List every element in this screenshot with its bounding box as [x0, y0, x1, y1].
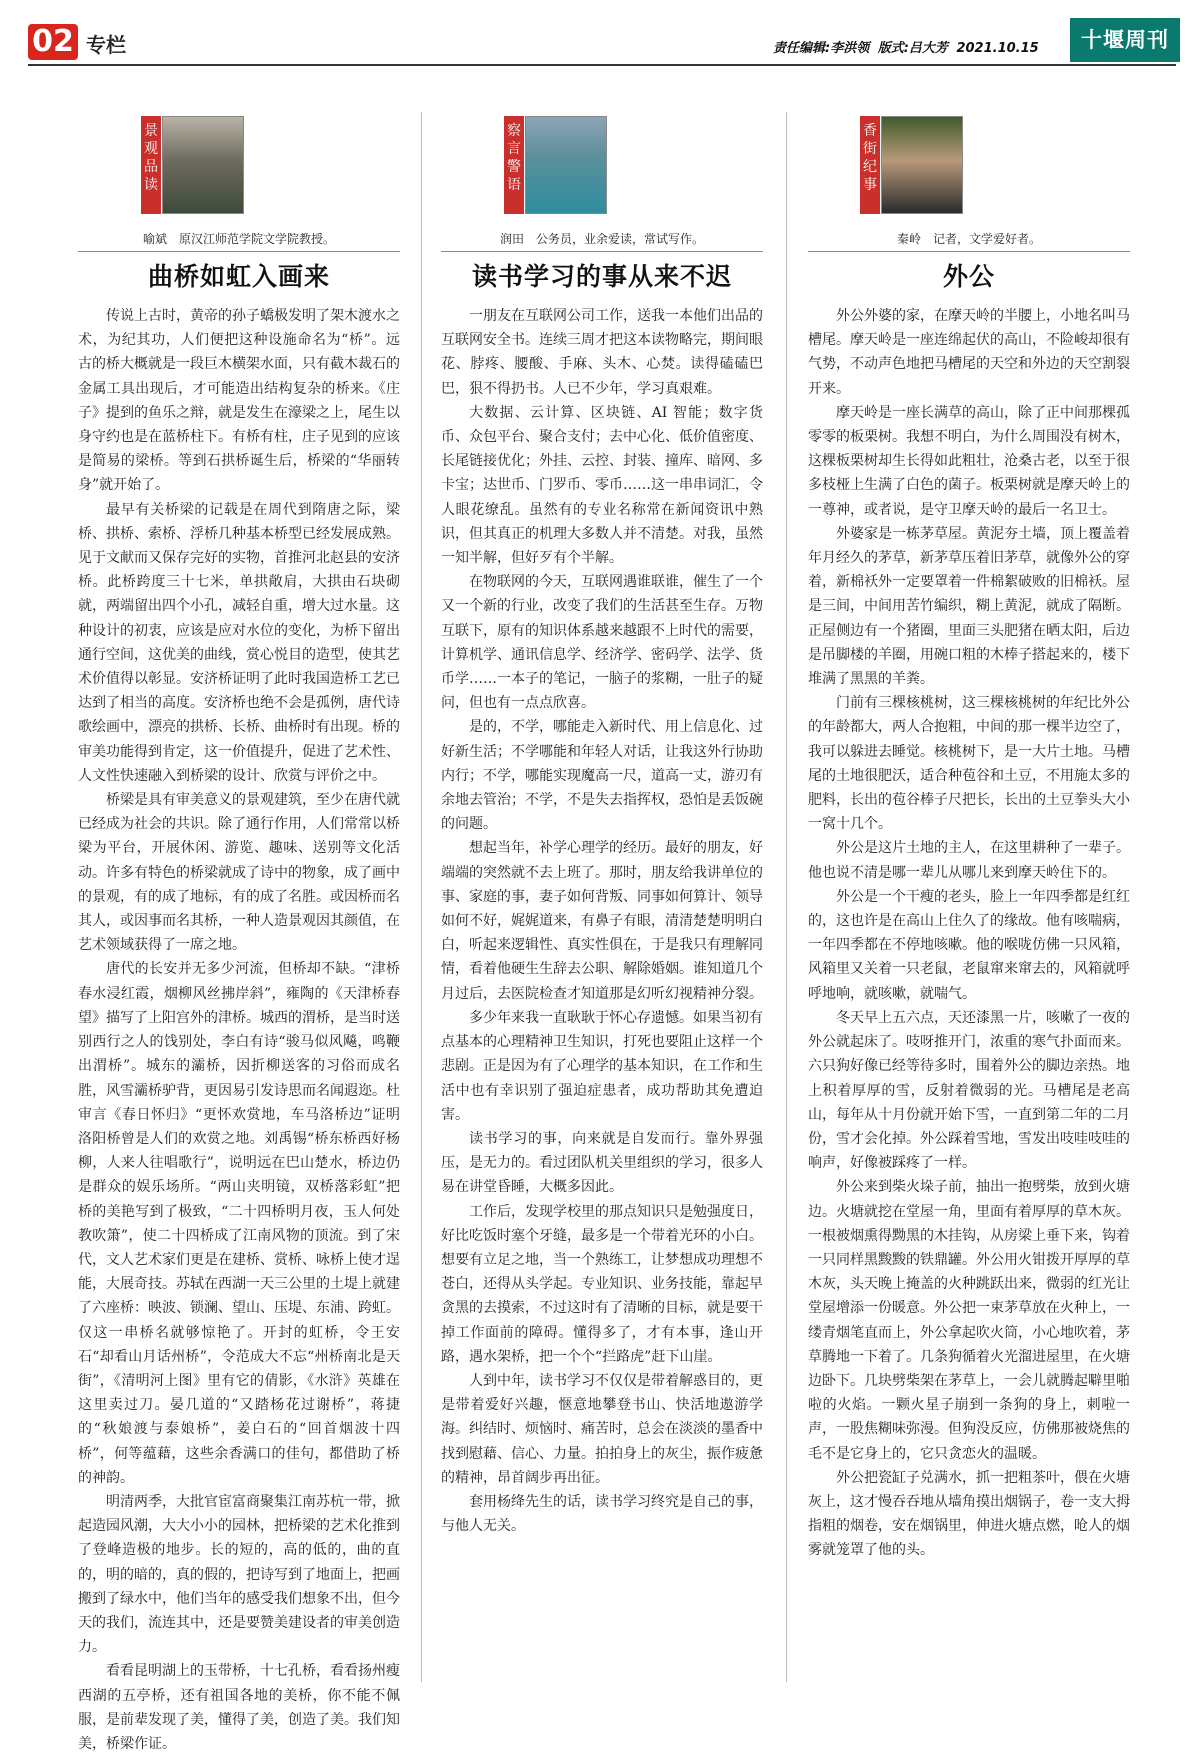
article-body [808, 304, 1130, 1563]
article-body [78, 304, 400, 1756]
article-2 [441, 104, 763, 1538]
issue-date: 2021.10.15 [956, 41, 1039, 56]
article-3 [808, 104, 1130, 1563]
paragraph: 门前有三棵核桃树，这三棵核桃树的年纪比外公的年龄都大，两人合抱粗，中间的那一棵半边空了，我可以躲进去睡觉。核桃树下，是一大片土地。马槽尾的土地很肥沃，适合种苞谷和土豆，不用施太多的肥料，长出的苞谷棒子尺把长，长出的土豆拳头大小一窝十几个。 [808, 695, 1130, 833]
column-divider [421, 112, 422, 1682]
author-block [441, 104, 763, 226]
editor-info [773, 40, 1043, 58]
paragraph: 是的，不学，哪能走入新时代、用上信息化、过好新生活；不学哪能和年轻人对话，让我这外行协助内行；不学，哪能实现魔高一尺，道高一丈，游刃有余地去管治；不学，不是失去指挥权，恐怕是丢饭碗的问题。 [441, 719, 763, 833]
column-tag: 香街纪事 [860, 116, 880, 214]
author-caption: 喻斌 原汉江师范学院文学院教授。 [78, 230, 400, 252]
author-block [78, 104, 400, 226]
author-photo [162, 116, 244, 214]
paragraph: 唐代的长安并无多少河流，但桥却不缺。“津桥春水浸红霞，烟柳风丝拂岸斜”，雍陶的《天津桥春望》描写了上阳宫外的津桥。城西的渭桥，是当时送别西行之人的饯别处，李白有诗“骏马似风飚，鸣鞭出渭桥”。城东的灞桥，因折柳送客的习俗而成名胜，风雪灞桥驴背，更因易引发诗思而名闻遐迩。杜审言《春日怀归》“更怀欢赏地，车马洛桥边”证明洛阳桥曾是人们的欢赏之地。刘禹锡“桥东桥西好杨柳，人来人往唱歌行”，说明远在巴山楚水，桥边仍是群众的娱乐场所。“两山夹明镜，双桥落彩虹”把桥的美艳写到了极致，“二十四桥明月夜，玉人何处教吹箫”，使二十四桥成了江南风物的顶流。到了宋代，文人艺术家们更是在建桥、赏桥、咏桥上使才逞能，大展奇技。苏轼在西湖一天三公里的土堤上就建了六座桥：映波、锁澜、望山、压堤、东浦、跨虹。仅这一串桥名就够惊艳了。开封的虹桥，令王安石“却看山月话州桥”，令范成大不忘“州桥南北是天街”，《清明河上图》里有它的倩影，《水浒》英雄在这里卖过刀。晏几道的“又踏杨花过谢桥”，蒋捷的“秋娘渡与泰娘桥”，姜白石的“回首烟波十四桥”，何等蕴藉，这些余香满口的佳句，都借助了桥的神韵。 [78, 961, 400, 1486]
paragraph: 明清两季，大批官宦富商聚集江南苏杭一带，掀起造园风潮，大大小小的园林，把桥梁的艺术化推到了登峰造极的地步。长的短的，高的低的，曲的直的，明的暗的，真的假的，把诗写到了地面上，把画搬到了绿水中，他们当年的感受我们想象不出，但今天的我们，流连其中，还是要赞美建设者的审美创造力。 [78, 1493, 400, 1656]
paragraph: 在物联网的今天，互联网遇谁联谁，催生了一个又一个新的行业，改变了我们的生活甚至生存。万物互联下，原有的知识体系越来越跟不上时代的需要，计算机学、通讯信息学、经济学、密码学、法学、货币学……一本子的笔记，一脑子的浆糊，一肚子的疑问，但也有一点点欣喜。 [441, 574, 763, 712]
column-divider [786, 112, 787, 1682]
article-title: 曲桥如虹入画来 [147, 262, 330, 291]
article-title: 读书学习的事从来不迟 [471, 262, 732, 291]
page-header [28, 18, 1176, 62]
paragraph: 外公外婆的家，在摩天岭的半腰上，小地名叫马槽尾。摩天岭是一座连绵起伏的高山，不险峻却很有气势，不动声色地把马槽尾的天空和外边的天空割裂开来。 [808, 308, 1130, 397]
paragraph: 人到中年，读书学习不仅仅是带着解惑目的，更是带着爱好兴趣，惬意地攀登书山、快活地遨游学海。纠结时、烦恼时、痛苦时，总会在淡淡的墨香中找到慰藉、信心、力量。拍拍身上的灰尘，振作疲惫的精神，昂首阔步再出征。 [441, 1372, 763, 1486]
paragraph: 想起当年，补学心理学的经历。最好的朋友，好端端的突然就不去上班了。那时，朋友给我讲单位的事、家庭的事，妻子如何背叛、同事如何算计、领导如何不好，娓娓道来，有鼻子有眼，清清楚楚明明白白，听起来逻辑性、真实性俱在，于是我只有理解同情，看着他硬生生辞去公职、解除婚姻。谁知道几个月过后，去医院检查才知道那是幻听幻视精神分裂。 [441, 840, 763, 1002]
author-block [808, 104, 1130, 226]
paragraph: 看看昆明湖上的玉带桥，十七孔桥，看看扬州瘦西湖的五亭桥，还有祖国各地的美桥，你不能不佩服，是前辈发现了美，懂得了美，创造了美。我们知美，桥梁作证。 [78, 1663, 400, 1752]
paragraph: 大数据、云计算、区块链、AI 智能；数字货币、众包平台、聚合支付；去中心化、低价值密度、长尾链接优化；外挂、云控、封装、撞库、暗网、多卡宝；达世币、门罗币、零币……这一串串词汇，令人眼花缭乱。虽然有的专业名称常在新闻资讯中熟识，但其真正的机理大多数人并不清楚。对我，虽然一知半解，但好歹有个半解。 [441, 404, 763, 567]
column-tag: 景观品读 [141, 116, 161, 214]
paragraph: 读书学习的事，向来就是自发而行。靠外界强压，是无力的。看过团队机关里组织的学习，很多人易在讲堂昏睡，大概多因此。 [441, 1130, 763, 1196]
page-number: 02 [28, 24, 78, 60]
editor-name: 责任编辑:李洪领 [773, 41, 870, 56]
article-body [441, 304, 763, 1538]
article-title: 外公 [942, 262, 995, 291]
paragraph: 外公把瓷缸子兑满水，抓一把粗茶叶，偎在火塘灰上，这才慢吞吞地从墙角摸出烟锅子，卷一支大拇指粗的烟卷，安在烟锅里，伸进火塘点燃，呛人的烟雾就笼罩了他的头。 [808, 1469, 1130, 1559]
paragraph: 外公来到柴火垛子前，抽出一抱劈柴，放到火塘边。火塘就挖在堂屋一角，里面有着厚厚的草木灰。一根被烟熏得黝黑的木挂钩，从房梁上垂下来，钩着一只同样黑黢黢的铁鼎罐。外公用火钳拨开厚厚的草木灰，头天晚上掩盖的火种跳跃出来，微弱的红光让堂屋增添一份暖意。外公把一束茅草放在火种上，一缕青烟笔直而上，外公拿起吹火筒，小心地吹着，茅草腾地一下着了。几条狗循着火光溜进屋里，在火塘边卧下。几块劈柴架在茅草上，一会儿就腾起噼里啪啦的火焰。一颗火星子崩到一条狗的身上，刺啦一声，一股焦糊味弥漫。但狗没反应，仿佛那被烧焦的毛不是它身上的，它只贪恋火的温暖。 [808, 1179, 1130, 1462]
author-caption: 润田 公务员，业余爱读，常试写作。 [441, 230, 763, 252]
paragraph: 冬天早上五六点，天还漆黑一片，咳嗽了一夜的外公就起床了。吱呀推开门，浓重的寒气扑面而来。六只狗好像已经等待多时，围着外公的脚边亲热。地上积着厚厚的雪，反射着微弱的光。马槽尾是老高山，每年从十月份就开始下雪，一直到第二年的二月份，雪才会化掉。外公踩着雪地，雪发出吱哇吱哇的响声，好像被踩疼了一样。 [808, 1009, 1130, 1172]
article-1 [78, 104, 400, 1756]
paragraph: 一朋友在互联网公司工作，送我一本他们出品的互联网安全书。连续三周才把这本读物略完，期间眼花、脖疼、腰酸、手麻、头木、心焚。读得磕磕巴巴，狠不得扔书。人已不少年，学习真艰难。 [441, 308, 763, 397]
layout-name: 版式:吕大芳 [877, 41, 948, 56]
paragraph: 摩天岭是一座长满草的高山，除了正中间那棵孤零零的板栗树。我想不明白，为什么周围没有树木，这棵板栗树却生长得如此粗壮，沧桑古老，以至于很多枝桠上生满了白色的菌子。板栗树就是摩天岭上的一尊神，或者说，是守卫摩天岭的最后一名卫士。 [808, 404, 1130, 518]
paragraph: 多少年来我一直耿耿于怀心存遗憾。如果当初有点基本的心理精神卫生知识，打死也要阻止这样一个悲剧。正是因为有了心理学的基本知识，在工作和生活中也有幸识别了强迫症患者，成功帮助其免遭迫害。 [441, 1009, 763, 1123]
paragraph: 最早有关桥梁的记载是在周代到隋唐之际，梁桥、拱桥、索桥、浮桥几种基本桥型已经发展成熟。见于文献而又保存完好的实物，首推河北赵县的安济桥。此桥跨度三十七米，单拱敞肩，大拱由石块砌就，两端留出四个小孔，减轻自重，增大过水量。这种设计的初衷，应该是应对水位的变化，为桥下留出通行空间，这优美的曲线，赏心悦目的造型，使其艺术价值得以彰显。安济桥证明了此时我国造桥工艺已达到了相当的高度。安济桥也绝不会是孤例，唐代诗歌绘画中，漂亮的拱桥、长桥、曲桥时有出现。桥的审美功能得到肯定，这一价值提升，促进了艺术性、人文性快速融入到桥梁的设计、欣赏与评价之中。 [78, 501, 400, 784]
column-tag: 察言警语 [504, 116, 524, 214]
paragraph: 桥梁是具有审美意义的景观建筑，至少在唐代就已经成为社会的共识。除了通行作用，人们常常以桥梁为平台，开展休闲、游览、趣味、送别等文化活动。许多有特色的桥梁就成了诗中的物象，成了画中的景观，有的成了地标，有的成了名胜。或因桥而名其人，或因事而名其桥，一种人造景观因其颜值，在艺术领域获得了一席之地。 [78, 792, 400, 954]
section-name: 专栏 [86, 33, 126, 57]
header-divider [28, 64, 1176, 66]
author-photo [881, 116, 963, 214]
author-caption: 秦岭 记者，文学爱好者。 [808, 230, 1130, 252]
paragraph: 传说上古时，黄帝的孙子蟜极发明了架木渡水之术，为纪其功，人们便把这种设施命名为“桥”。远古的桥大概就是一段巨木横架水面，只有截木裁石的金属工具出现后，才可能造出结构复杂的桥来。《庄子》提到的鱼乐之辩，就是发生在濠梁之上，尾生以身守约也是在蓝桥柱下。有桥有柱，庄子见到的应该是简易的梁桥。等到石拱桥诞生后，桥梁的“华丽转身”就开始了。 [78, 308, 400, 494]
paragraph: 工作后，发现学校里的那点知识只是勉强度日，好比吃饭时塞个牙缝，最多是一个带着光环的小白。想要有立足之地，当一个熟练工，让梦想成功理想不苍白，还得从头学起。专业知识、业务技能，靠起早贪黑的去摸索，不过这时有了清晰的目标，就是要干掉工作面前的障碍。懂得多了，才有本事，逢山开路，遇水架桥，把一个个“拦路虎”赶下山崖。 [441, 1203, 763, 1365]
paragraph: 套用杨绛先生的话，读书学习终究是自己的事，与他人无关。 [441, 1493, 763, 1535]
paragraph: 外公是这片土地的主人，在这里耕种了一辈子。他也说不清是哪一辈儿从哪儿来到摩天岭住下的。 [808, 840, 1130, 881]
author-photo [525, 116, 607, 214]
masthead-logo: 十堰周刊 [1070, 18, 1180, 62]
paragraph: 外公是一个干瘦的老头，脸上一年四季都是红红的，这也许是在高山上住久了的缘故。他有咳喘病，一年四季都在不停地咳嗽。他的喉咙仿佛一只风箱，风箱里又关着一只老鼠，老鼠窜来窜去的，风箱就呼呼地响，就咳嗽，就喘气。 [808, 888, 1130, 1002]
paragraph: 外婆家是一栋茅草屋。黄泥夯土墙，顶上覆盖着年月经久的茅草，新茅草压着旧茅草，就像外公的穿着，新棉袄外一定要罩着一件棉絮破败的旧棉袄。屋是三间，中间用苦竹编织，糊上黄泥，就成了隔断。正屋侧边有一个猪圈，里面三头肥猪在晒太阳，后边是吊脚楼的羊圈，用碗口粗的木棒子搭起来的，楼下堆满了黑黑的羊粪。 [808, 525, 1130, 688]
